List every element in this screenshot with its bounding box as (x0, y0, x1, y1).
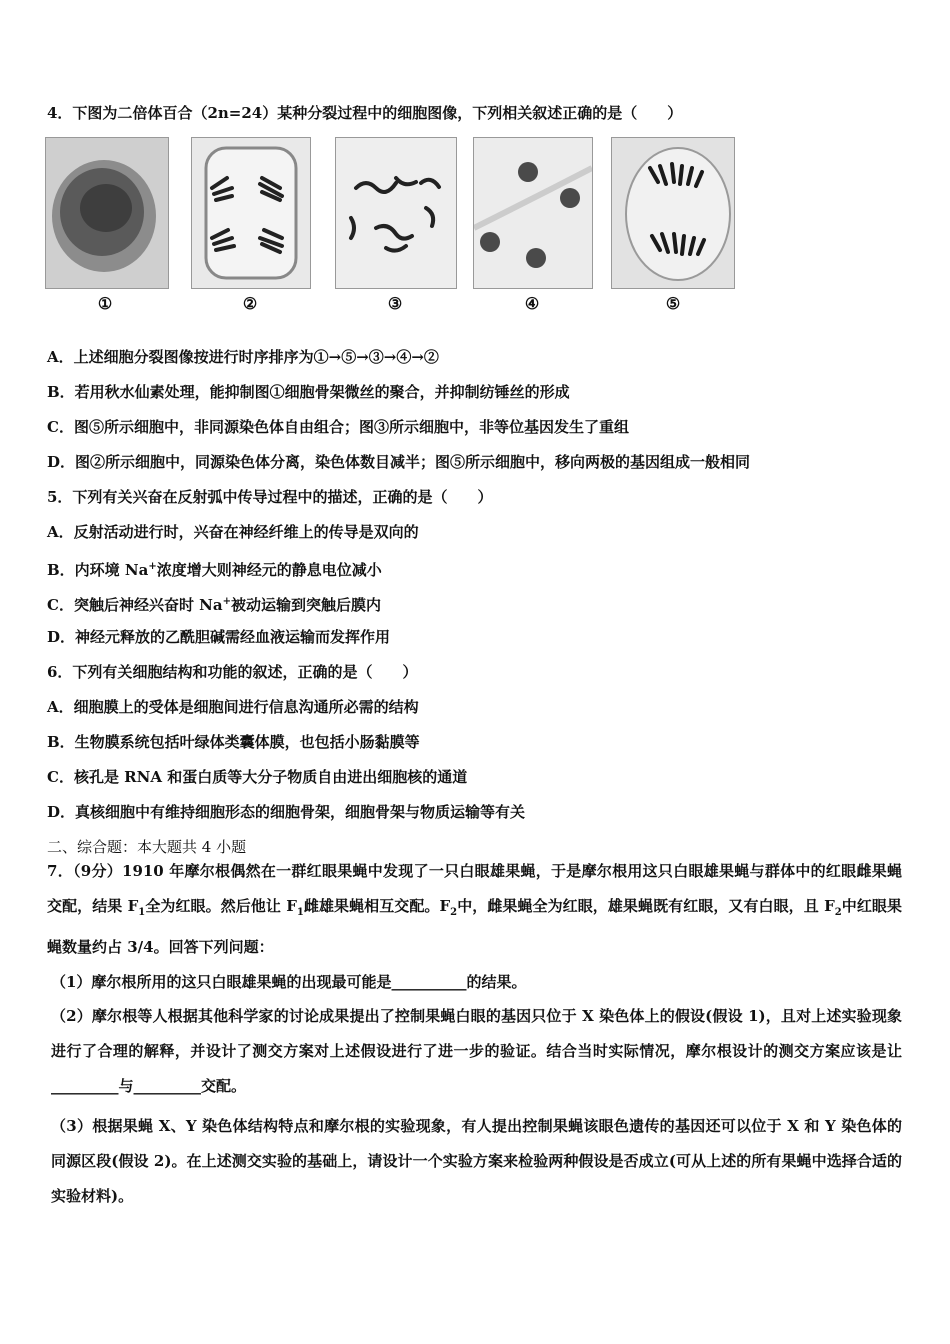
q4-option-d: D．图②所示细胞中，同源染色体分离，染色体数目减半；图⑤所示细胞中，移向两极的基因组成一般相同 (47, 453, 751, 471)
question-4-stem: 4．下图为二倍体百合（2n=24）某种分裂过程中的细胞图像，下列相关叙述正确的是（ ） (47, 104, 683, 122)
q5-option-b: B．内环境 Na+浓度增大则神经元的静息电位减小 (47, 561, 382, 579)
q6-option-a: A．细胞膜上的受体是细胞间进行信息沟通所必需的结构 (47, 698, 419, 716)
q5-option-d: D．神经元释放的乙酰胆碱需经血液运输而发挥作用 (47, 628, 391, 646)
question-6-stem: 6．下列有关细胞结构和功能的叙述，正确的是（ ） (47, 663, 418, 681)
q7-sub-3: （3）根据果蝇 X、Y 染色体结构特点和摩尔根的实验现象，有人提出控制果蝇该眼色遗传的基因还可以位于 X 和 Y 染色体的同源区段(假设 2)。在上述测交实验的基础上，请设计一个实验方案来检验两种假设是否成立(可从上述的所有果蝇中选择合适的实验材料)。 (51, 1117, 902, 1205)
cell-image-3 (335, 137, 457, 289)
figure-caption-2: ② (242, 294, 258, 313)
figure-caption-1: ① (97, 294, 113, 313)
q6-option-c: C．核孔是 RNA 和蛋白质等大分子物质自由进出细胞核的通道 (47, 768, 468, 786)
q4-option-b: B．若用秋水仙素处理，能抑制图①细胞骨架微丝的聚合，并抑制纺锤丝的形成 (47, 383, 570, 401)
question-7-stem: 7．（9分）1910 年摩尔根偶然在一群红眼果蝇中发现了一只白眼雄果蝇，于是摩尔根用这只白眼雄果蝇与群体中的红眼雌果蝇交配，结果 $F_1$全为红眼。然后他让 $F_1$雌雄果蝇相互交配。$F_2$中，雌果蝇全为红眼，雄果蝇既有红眼，又有白眼，且 $F_2$中红眼果蝇数量约占 3/4。回答下列问题： (47, 862, 902, 956)
figure-caption-5: ⑤ (665, 294, 681, 313)
question-5-stem: 5．下列有关兴奋在反射弧中传导过程中的描述，正确的是（ ） (47, 488, 493, 506)
q6-option-d: D．真核细胞中有维持细胞形态的细胞骨架，细胞骨架与物质运输等有关 (47, 803, 526, 821)
q4-option-c: C．图⑤所示细胞中，非同源染色体自由组合；图③所示细胞中，非等位基因发生了重组 (47, 418, 629, 436)
cell-image-2 (191, 137, 311, 289)
q7-sub-1: （1）摩尔根所用的这只白眼雄果蝇的出现最可能是__________的结果。 (51, 973, 527, 991)
q4-option-a: A．上述细胞分裂图像按进行时序排序为①→⑤→③→④→② (47, 348, 439, 366)
cell-image-4 (473, 137, 593, 289)
figure-caption-3: ③ (387, 294, 403, 313)
q7-sub-2: （2）摩尔根等人根据其他科学家的讨论成果提出了控制果蝇白眼的基因只位于 X 染色体上的假设(假设 1)，且对上述实验现象进行了合理的解释，并设计了测交方案对上述假设进行了进一步的验证。结合当时实际情况，摩尔根设计的测交方案应该是让_________与_________交配。 (51, 1007, 902, 1095)
cell-image-1 (45, 137, 169, 289)
q5-option-a: A．反射活动进行时，兴奋在神经纤维上的传导是双向的 (47, 523, 419, 541)
q5-option-c: C．突触后神经兴奋时 Na+被动运输到突触后膜内 (47, 596, 381, 614)
section-2-heading: 二、综合题：本大题共 4 小题 (47, 838, 247, 856)
q6-option-b: B．生物膜系统包括叶绿体类囊体膜，也包括小肠黏膜等 (47, 733, 420, 751)
cell-image-5 (611, 137, 735, 289)
figure-caption-4: ④ (524, 294, 540, 313)
